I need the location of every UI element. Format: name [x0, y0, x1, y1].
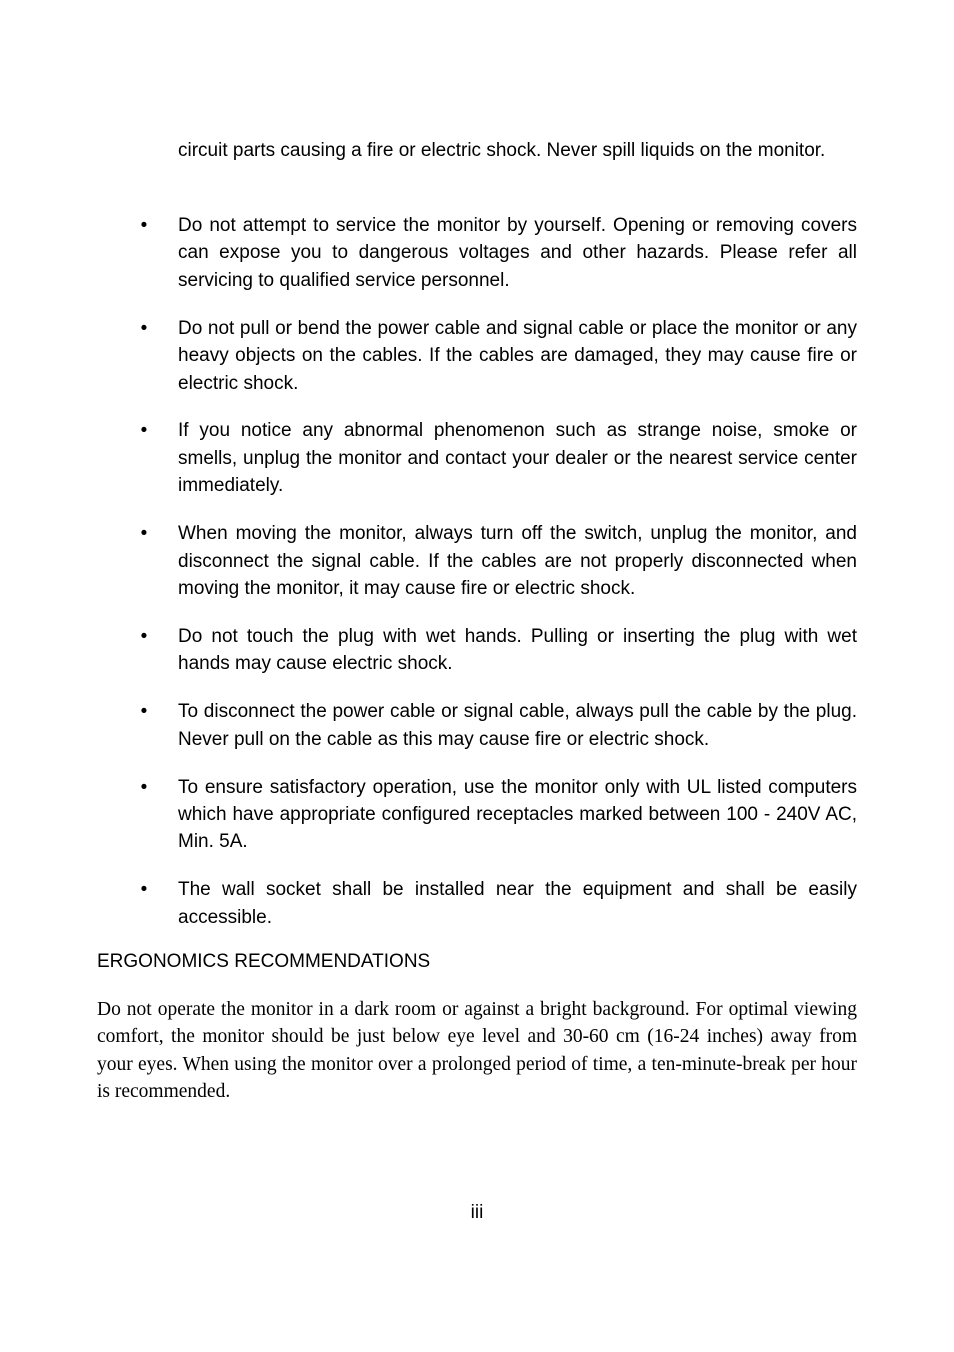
- list-item-text: When moving the monitor, always turn off the switch, unplug the monitor, and disconnect the signal cable. If the cables are not properly disconnected when moving the monitor, it may cause fire or electric shock.: [178, 523, 857, 599]
- page-number: iii: [470, 1202, 484, 1223]
- list-item: [0, 417, 954, 499]
- bullet-icon: •: [140, 625, 148, 647]
- bullet-icon: •: [140, 701, 148, 723]
- ergonomics-paragraph: Do not operate the monitor in a dark room or against a bright background. For optimal viewing comfort, the monitor should be just below eye level and 30-60 cm (16-24 inches) away from your eyes. When using the monitor over a prolonged period of time, a ten-minute-break per hour is recommended.: [97, 999, 857, 1102]
- bullet-icon: •: [140, 317, 148, 339]
- bullet-icon: •: [140, 776, 148, 798]
- list-item-text: To disconnect the power cable or signal cable, always pull the cable by the plug. Never pull on the cable as this may cause fire or electric shock.: [178, 701, 857, 750]
- list-item-text: If you notice any abnormal phenomenon such as strange noise, smoke or smells, unplug the monitor and contact your dealer or the nearest service center immediately.: [178, 420, 857, 497]
- bullet-icon: •: [140, 420, 148, 442]
- list-item: [0, 774, 954, 856]
- list-item: [0, 623, 954, 678]
- list-item-text: Do not attempt to service the monitor by yourself. Opening or removing covers can expose you to dangerous voltages and other hazards. Please refer all servicing to qualified service personnel.: [178, 215, 857, 291]
- list-item-text: The wall socket shall be installed near the equipment and shall be easily accessible.: [178, 879, 857, 928]
- list-item: [0, 698, 954, 753]
- list-item-text: To ensure satisfactory operation, use the monitor only with UL listed computers which have appropriate configured receptacles marked between 100 - 240V AC, Min. 5A.: [178, 776, 857, 853]
- bullet-icon: •: [140, 879, 148, 901]
- bullet-icon: •: [140, 215, 148, 236]
- list-item-text: Do not touch the plug with wet hands. Pulling or inserting the plug with wet hands may cause electric shock.: [178, 625, 857, 675]
- list-item: [0, 315, 954, 397]
- list-item: [0, 520, 954, 602]
- list-item-text: Do not pull or bend the power cable and signal cable or place the monitor or any heavy objects on the cables. If the cables are damaged, they may cause fire or electric shock.: [178, 317, 857, 394]
- list-item: [0, 212, 954, 294]
- list-item: [0, 876, 954, 931]
- bullet-icon: •: [140, 523, 148, 545]
- safety-bullet-list: [0, 212, 954, 952]
- section-heading: ERGONOMICS RECOMMENDATIONS: [97, 951, 431, 972]
- continuation-paragraph: circuit parts causing a fire or electric shock. Never spill liquids on the monitor.: [178, 140, 826, 161]
